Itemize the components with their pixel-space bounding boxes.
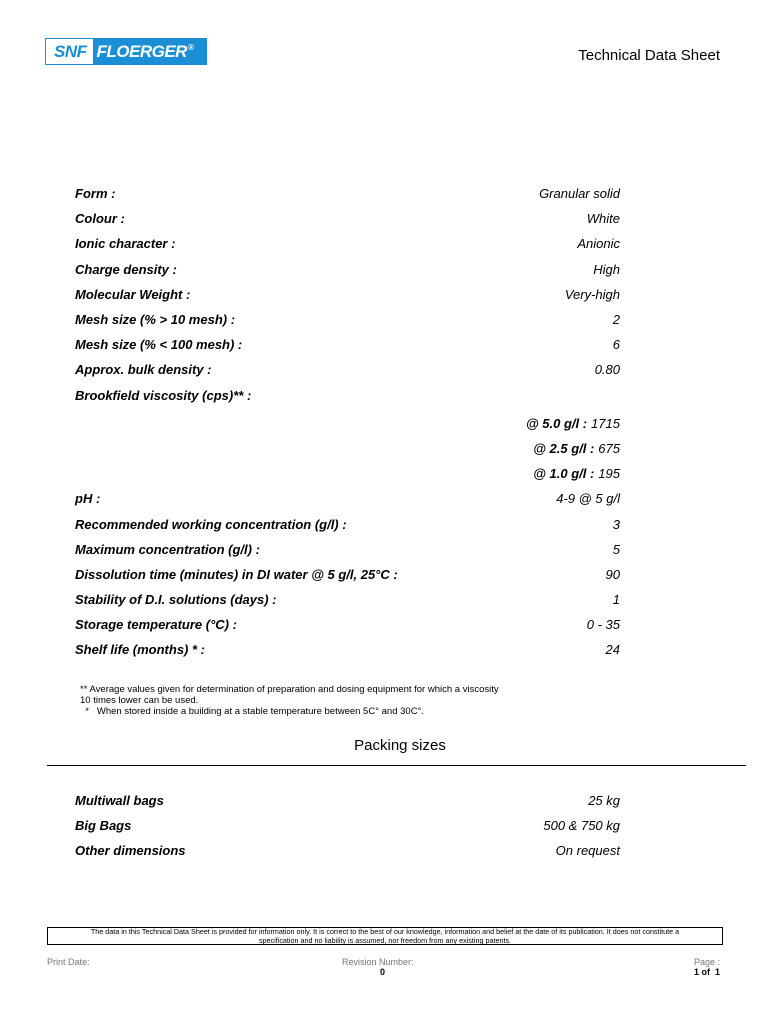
property-label: Stability of D.I. solutions (days) : [75, 592, 277, 608]
viscosity-row-5g [75, 411, 620, 436]
property-label: Colour : [75, 211, 125, 227]
logo-snf-text: SNF [46, 39, 93, 64]
logo-registered-mark: ® [187, 43, 194, 52]
packing-label: Multiwall bags [75, 793, 164, 809]
property-label: Storage temperature (°C) : [75, 617, 237, 633]
viscosity-row-1g [75, 461, 620, 486]
footnotes [80, 684, 499, 717]
property-row-ionic-character [75, 231, 620, 256]
property-label: Mesh size (% < 100 mesh) : [75, 337, 243, 353]
packing-table [75, 788, 620, 864]
viscosity-value: 675 [598, 440, 620, 456]
document-title: Technical Data Sheet [578, 47, 720, 64]
property-row-dissolution-time [75, 562, 620, 587]
viscosity-value: 1715 [591, 415, 620, 431]
property-value: 1 [612, 592, 620, 608]
footnote-viscosity-line1: ** Average values given for determination of preparation and dosing equipment for which a viscosity [80, 684, 499, 695]
property-value: High [593, 261, 620, 277]
property-row-charge-density [75, 257, 620, 282]
property-row-storage-temperature [75, 612, 620, 637]
property-row-mesh-size-100 [75, 332, 620, 357]
property-value: 0 - 35 [586, 617, 620, 633]
properties-table [75, 181, 620, 663]
packing-sizes-heading: Packing sizes [354, 737, 446, 754]
property-value: 0.80 [594, 362, 620, 378]
property-label: Brookfield viscosity (cps)** : [75, 387, 252, 403]
property-row-molecular-weight [75, 282, 620, 307]
property-label: Maximum concentration (g/l) : [75, 541, 260, 557]
property-label: pH : [75, 491, 101, 507]
property-row-stability [75, 587, 620, 612]
revision-number-value: 0 [380, 967, 386, 977]
disclaimer-line1: The data in this Technical Data Sheet is provided for information only. It is correct to the best of our knowledge, information and belief at the date of its publication. It does not constitute a [90, 927, 680, 936]
property-label: Dissolution time (minutes) in DI water @ 5 g/l, 25°C : [75, 566, 398, 582]
property-value: White [586, 211, 620, 227]
packing-value: 500 & 750 kg [543, 818, 620, 834]
page-number-value: 1 of 1 [693, 967, 720, 977]
property-value: 5 [612, 541, 620, 557]
property-value: 2 [612, 312, 620, 328]
property-value: Very-high [564, 286, 620, 302]
logo-floerger-block [93, 39, 207, 64]
property-value: 90 [605, 566, 620, 582]
property-value: 24 [605, 642, 620, 658]
property-value: 4-9 @ 5 g/l [556, 491, 620, 507]
packing-row-big-bags [75, 813, 620, 838]
logo-floerger-text: FLOERGER [96, 41, 187, 61]
property-row-bulk-density [75, 357, 620, 382]
company-logo [45, 38, 207, 65]
revision-number-label: Revision Number: [342, 957, 414, 967]
section-divider [47, 765, 746, 766]
property-label: Approx. bulk density : [75, 362, 212, 378]
viscosity-value: 195 [598, 466, 620, 482]
property-label: Ionic character : [75, 236, 176, 252]
packing-value: On request [555, 843, 620, 859]
packing-label: Other dimensions [75, 843, 186, 859]
viscosity-label: @ 5.0 g/l : [526, 415, 588, 431]
property-row-brookfield-viscosity [75, 383, 620, 408]
property-label: Charge density : [75, 261, 177, 277]
packing-row-other-dimensions [75, 838, 620, 863]
property-row-shelf-life [75, 637, 620, 662]
disclaimer-line2: specification and no liability is assumed, nor freedom from any existing patents. [258, 935, 512, 945]
viscosity-row-2-5g [75, 436, 620, 461]
disclaimer-box [47, 927, 723, 945]
property-label: Form : [75, 186, 116, 202]
packing-row-multiwall-bags [75, 788, 620, 813]
property-row-recommended-concentration [75, 511, 620, 536]
footnote-storage: * When stored inside a building at a stable temperature between 5C° and 30C°. [80, 706, 424, 717]
page-label: Page : [693, 957, 720, 967]
viscosity-label: @ 1.0 g/l : [533, 466, 595, 482]
property-row-form [75, 181, 620, 206]
property-row-ph [75, 486, 620, 511]
property-row-mesh-size-10 [75, 307, 620, 332]
footnote-viscosity-line2: 10 times lower can be used. [80, 695, 199, 706]
property-value: Anionic [577, 236, 620, 252]
property-row-maximum-concentration [75, 537, 620, 562]
property-value: 3 [612, 516, 620, 532]
property-label: Mesh size (% > 10 mesh) : [75, 312, 236, 328]
print-date-label: Print Date: [47, 957, 90, 967]
packing-label: Big Bags [75, 818, 132, 834]
property-label: Recommended working concentration (g/l) : [75, 516, 347, 532]
packing-value: 25 kg [588, 793, 620, 809]
property-value: Granular solid [539, 186, 620, 202]
property-value: 6 [612, 337, 620, 353]
property-label: Molecular Weight : [75, 286, 191, 302]
property-label: Shelf life (months) * : [75, 642, 205, 658]
property-row-colour [75, 206, 620, 231]
viscosity-label: @ 2.5 g/l : [533, 440, 595, 456]
